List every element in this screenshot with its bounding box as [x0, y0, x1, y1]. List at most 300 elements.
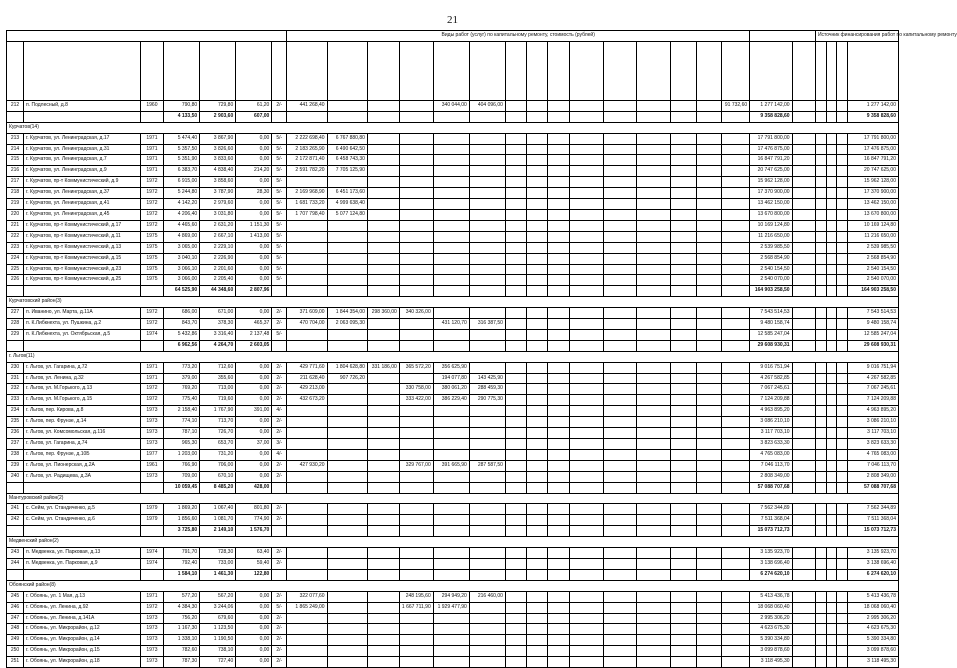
cell-work-12 — [637, 253, 671, 264]
cell-source-3 — [837, 188, 848, 199]
cell-work-2 — [327, 428, 367, 439]
row-source-owner: 3 135 923,70 — [847, 548, 898, 559]
row-year: 1973 — [140, 471, 163, 482]
cell-work-3 — [367, 111, 399, 122]
cell-work-4 — [399, 569, 433, 580]
row-area-nonresidential: 2 807,96 — [236, 286, 272, 297]
cell-work-14 — [696, 428, 721, 439]
row-total-cost: 9 358 828,60 — [750, 111, 792, 122]
cell-work-14 — [696, 504, 721, 515]
cell-work-2 — [327, 515, 367, 526]
cell-work-12 — [637, 111, 671, 122]
cell-source-3 — [837, 133, 848, 144]
cell-work-11 — [603, 384, 637, 395]
table-row — [7, 406, 899, 417]
cell-work-13 — [671, 602, 696, 613]
cell-work-13 — [671, 439, 696, 450]
cell-source-1 — [815, 471, 826, 482]
cell-work-15 — [722, 275, 750, 286]
cell-source-3 — [837, 548, 848, 559]
cell-source-1 — [815, 275, 826, 286]
row-area-residential: 713,00 — [200, 384, 236, 395]
cell-source-3 — [837, 406, 848, 417]
section-title: Курчатов(14) — [7, 122, 899, 133]
row-area-nonresidential: 0,00 — [236, 275, 272, 286]
cell-work-5 — [433, 199, 469, 210]
row-address: г. Курчатов, ул. Ленинградская, д.45 — [23, 209, 140, 220]
cell-work-1 — [287, 417, 327, 428]
row-number: 238 — [7, 449, 24, 460]
cell-work-7 — [505, 613, 526, 624]
cell-work-8 — [527, 264, 548, 275]
cell-work-10 — [569, 319, 603, 330]
cell-source-2 — [826, 144, 837, 155]
cell-work-13 — [671, 428, 696, 439]
cell-work-15 — [722, 635, 750, 646]
cell-work-8 — [527, 558, 548, 569]
cell-work-2 — [327, 329, 367, 340]
cell-work-14 — [696, 133, 721, 144]
row-address: г. Обоянь, ул. Ленина, д.141А — [23, 613, 140, 624]
row-number: 230 — [7, 362, 24, 373]
cell-work-15 — [722, 439, 750, 450]
cell-work-15 — [722, 308, 750, 319]
row-number: 245 — [7, 591, 24, 602]
cell-work-9 — [548, 100, 569, 111]
row-risk: 2/- — [272, 319, 287, 330]
row-number: 236 — [7, 428, 24, 439]
cell-work-13 — [671, 177, 696, 188]
row-area: 787,30 — [164, 657, 200, 668]
row-area-residential: 1 190,50 — [200, 635, 236, 646]
cell-source-2 — [826, 242, 837, 253]
cell-work-2: 6 451 173,60 — [327, 188, 367, 199]
cell-source-3 — [837, 144, 848, 155]
row-risk: 2/- — [272, 428, 287, 439]
cell-work-11 — [603, 569, 637, 580]
row-risk: 5/- — [272, 199, 287, 210]
row-number: 249 — [7, 635, 24, 646]
cell-work-15 — [722, 406, 750, 417]
row-address: г. Льгов, ул. Радищева, д.3А — [23, 471, 140, 482]
cell-work-13 — [671, 482, 696, 493]
cell-work-13 — [671, 384, 696, 395]
cell-source-1 — [815, 384, 826, 395]
row-number: 246 — [7, 602, 24, 613]
row-number: 217 — [7, 177, 24, 188]
cell-work-12 — [637, 362, 671, 373]
cell-work-14 — [696, 286, 721, 297]
cell-work-1 — [287, 548, 327, 559]
cell-work-1: 1 707 798,40 — [287, 209, 327, 220]
row-area-residential: 2 667,10 — [200, 231, 236, 242]
cell-work-1: 2 183 265,90 — [287, 144, 327, 155]
col-header-work-3 — [367, 41, 399, 100]
cell-source-1 — [815, 362, 826, 373]
cell-work-8 — [527, 460, 548, 471]
cell-work-7 — [505, 253, 526, 264]
cell-work-3 — [367, 526, 399, 537]
cell-work-11 — [603, 526, 637, 537]
row-risk: 2/- — [272, 591, 287, 602]
cell-source-2 — [826, 515, 837, 526]
row-area-nonresidential: 0,00 — [236, 177, 272, 188]
cell-source-1 — [815, 100, 826, 111]
cell-work-7 — [505, 591, 526, 602]
cell-source-3 — [837, 471, 848, 482]
cell-work-5 — [433, 144, 469, 155]
cell-work-8 — [527, 439, 548, 450]
row-area: 1 203,00 — [164, 449, 200, 460]
cell-work-2 — [327, 635, 367, 646]
row-area-residential: 671,00 — [200, 308, 236, 319]
cell-work-13 — [671, 264, 696, 275]
row-risk: 2/- — [272, 417, 287, 428]
row-risk — [272, 526, 287, 537]
row-area: 4 206,40 — [164, 209, 200, 220]
row-total-cost: 5 390 334,80 — [750, 635, 792, 646]
row-deadline — [792, 362, 815, 373]
cell-source-3 — [837, 591, 848, 602]
cell-work-12 — [637, 646, 671, 657]
cell-work-6 — [469, 253, 505, 264]
cell-work-7 — [505, 286, 526, 297]
cell-work-1: 2 169 968,90 — [287, 188, 327, 199]
cell-work-2 — [327, 657, 367, 668]
cell-work-3 — [367, 406, 399, 417]
cell-work-6 — [469, 657, 505, 668]
cell-work-4 — [399, 111, 433, 122]
cell-work-10 — [569, 264, 603, 275]
cell-source-3 — [837, 220, 848, 231]
cell-work-2 — [327, 460, 367, 471]
cell-work-11 — [603, 504, 637, 515]
row-area: 787,10 — [164, 428, 200, 439]
row-area-residential: 712,60 — [200, 362, 236, 373]
row-risk: 2/- — [272, 624, 287, 635]
cell-work-7 — [505, 460, 526, 471]
row-risk: 5/- — [272, 144, 287, 155]
cell-source-2 — [826, 548, 837, 559]
cell-work-6 — [469, 231, 505, 242]
table-row — [7, 155, 899, 166]
row-area-nonresidential: 0,00 — [236, 155, 272, 166]
table-row — [7, 395, 899, 406]
col-header-work-1 — [287, 41, 327, 100]
cell-work-2 — [327, 177, 367, 188]
cell-source-3 — [837, 166, 848, 177]
cell-source-1 — [815, 373, 826, 384]
cell-work-14 — [696, 231, 721, 242]
col-header-area-nonres — [236, 41, 272, 100]
row-area: 1 856,60 — [164, 515, 200, 526]
cell-work-9 — [548, 558, 569, 569]
cell-work-3 — [367, 340, 399, 351]
row-risk: 4/- — [272, 449, 287, 460]
table-row — [7, 166, 899, 177]
row-deadline — [792, 558, 815, 569]
row-area: 4 133,50 — [164, 111, 200, 122]
cell-work-13 — [671, 220, 696, 231]
table-row — [7, 362, 899, 373]
cell-work-3 — [367, 155, 399, 166]
cell-work-8 — [527, 275, 548, 286]
cell-work-13 — [671, 395, 696, 406]
cell-work-6 — [469, 635, 505, 646]
cell-work-11 — [603, 395, 637, 406]
row-number: 224 — [7, 253, 24, 264]
cell-work-11 — [603, 264, 637, 275]
cell-source-2 — [826, 286, 837, 297]
row-area: 709,00 — [164, 471, 200, 482]
row-risk: 2/- — [272, 362, 287, 373]
row-area-nonresidential: 28,30 — [236, 188, 272, 199]
table-row — [7, 133, 899, 144]
cell-source-1 — [815, 286, 826, 297]
cell-work-5 — [433, 111, 469, 122]
cell-work-9 — [548, 428, 569, 439]
row-deadline — [792, 657, 815, 668]
cell-work-1: 470 704,00 — [287, 319, 327, 330]
row-total-cost: 16 847 791,20 — [750, 155, 792, 166]
row-total-cost: 2 540 154,50 — [750, 264, 792, 275]
cell-work-2 — [327, 439, 367, 450]
table-body — [7, 100, 899, 667]
row-source-owner: 4 267 582,85 — [847, 373, 898, 384]
row-risk — [272, 286, 287, 297]
row-address — [23, 111, 140, 122]
subtotal-row — [7, 526, 899, 537]
row-number: 219 — [7, 199, 24, 210]
row-deadline — [792, 591, 815, 602]
col-header-risk — [272, 41, 287, 100]
row-area-residential: 1 067,40 — [200, 504, 236, 515]
cell-work-5 — [433, 177, 469, 188]
cell-work-8 — [527, 199, 548, 210]
row-source-owner: 2 539 985,50 — [847, 242, 898, 253]
cell-work-11 — [603, 308, 637, 319]
cell-work-12 — [637, 417, 671, 428]
cell-work-12 — [637, 428, 671, 439]
cell-work-3 — [367, 646, 399, 657]
row-deadline — [792, 111, 815, 122]
row-total-cost: 20 747 625,00 — [750, 166, 792, 177]
cell-work-2 — [327, 242, 367, 253]
cell-work-7 — [505, 177, 526, 188]
cell-work-7 — [505, 569, 526, 580]
row-risk: 5/- — [272, 133, 287, 144]
row-number: 251 — [7, 657, 24, 668]
row-area-nonresidential: 214,20 — [236, 166, 272, 177]
cell-work-8 — [527, 155, 548, 166]
cell-source-3 — [837, 275, 848, 286]
cell-work-5: 194 077,80 — [433, 373, 469, 384]
cell-work-7 — [505, 482, 526, 493]
row-area-nonresidential: 0,00 — [236, 253, 272, 264]
cell-source-3 — [837, 231, 848, 242]
cell-work-8 — [527, 111, 548, 122]
cell-work-7 — [505, 188, 526, 199]
cell-work-10 — [569, 155, 603, 166]
row-address: г. Льгов, ул. Гагарина, д.72 — [23, 362, 140, 373]
cell-work-12 — [637, 319, 671, 330]
row-area: 5 474,40 — [164, 133, 200, 144]
cell-work-4 — [399, 220, 433, 231]
cell-work-6: 290 775,30 — [469, 395, 505, 406]
col-header-area — [164, 41, 200, 100]
cell-work-14 — [696, 209, 721, 220]
cell-work-13 — [671, 591, 696, 602]
row-source-owner: 17 370 900,00 — [847, 188, 898, 199]
cell-work-9 — [548, 613, 569, 624]
cell-source-2 — [826, 231, 837, 242]
cell-work-3 — [367, 133, 399, 144]
cell-work-3 — [367, 460, 399, 471]
cell-work-10 — [569, 133, 603, 144]
row-source-owner: 4 963 895,20 — [847, 406, 898, 417]
cell-source-1 — [815, 482, 826, 493]
cell-work-2 — [327, 526, 367, 537]
cell-source-2 — [826, 264, 837, 275]
col-header-work-10 — [569, 41, 603, 100]
cell-work-13 — [671, 188, 696, 199]
cell-work-7 — [505, 657, 526, 668]
cell-work-9 — [548, 133, 569, 144]
cell-source-1 — [815, 613, 826, 624]
row-year: 1973 — [140, 428, 163, 439]
cell-work-4 — [399, 133, 433, 144]
cell-work-14 — [696, 264, 721, 275]
cell-work-1: 429 771,60 — [287, 362, 327, 373]
row-total-cost: 7 511 368,04 — [750, 515, 792, 526]
cell-work-9 — [548, 406, 569, 417]
cell-work-13 — [671, 460, 696, 471]
cell-source-1 — [815, 144, 826, 155]
row-area: 843,70 — [164, 319, 200, 330]
cell-work-5 — [433, 449, 469, 460]
cell-work-1 — [287, 264, 327, 275]
col-header-src-1 — [815, 41, 826, 100]
cell-work-9 — [548, 657, 569, 668]
cell-work-4 — [399, 144, 433, 155]
cell-work-9 — [548, 373, 569, 384]
cell-work-8 — [527, 209, 548, 220]
cell-work-8 — [527, 569, 548, 580]
table-row — [7, 384, 899, 395]
cell-work-11 — [603, 199, 637, 210]
cell-work-10 — [569, 199, 603, 210]
row-area: 1 167,30 — [164, 624, 200, 635]
cell-work-9 — [548, 395, 569, 406]
row-area: 64 525,90 — [164, 286, 200, 297]
cell-work-14 — [696, 144, 721, 155]
row-year: 1973 — [140, 646, 163, 657]
row-total-cost: 29 608 930,31 — [750, 340, 792, 351]
row-deadline — [792, 286, 815, 297]
subtotal-row — [7, 111, 899, 122]
cell-work-6 — [469, 526, 505, 537]
cell-work-14 — [696, 406, 721, 417]
cell-work-14 — [696, 482, 721, 493]
row-year: 1974 — [140, 329, 163, 340]
cell-work-4 — [399, 558, 433, 569]
cell-work-5: 380 061,20 — [433, 384, 469, 395]
header-blank-2 — [750, 31, 816, 42]
cell-work-14 — [696, 526, 721, 537]
col-header-deadline — [792, 41, 815, 100]
cell-source-1 — [815, 558, 826, 569]
cell-work-13 — [671, 133, 696, 144]
table-row — [7, 220, 899, 231]
cell-source-3 — [837, 428, 848, 439]
cell-work-6 — [469, 264, 505, 275]
row-total-cost: 18 068 060,40 — [750, 602, 792, 613]
cell-work-5: 1 929 477,90 — [433, 602, 469, 613]
cell-work-5 — [433, 417, 469, 428]
cell-source-2 — [826, 329, 837, 340]
table-row — [7, 471, 899, 482]
cell-work-6 — [469, 417, 505, 428]
cell-work-2 — [327, 417, 367, 428]
row-year: 1971 — [140, 155, 163, 166]
cell-work-8 — [527, 613, 548, 624]
cell-work-9 — [548, 569, 569, 580]
cell-work-1: 2 222 698,40 — [287, 133, 327, 144]
cell-source-1 — [815, 133, 826, 144]
row-area-residential: 1 461,30 — [200, 569, 236, 580]
cell-work-11 — [603, 613, 637, 624]
row-total-cost: 15 073 712,73 — [750, 526, 792, 537]
cell-work-6: 216 460,00 — [469, 591, 505, 602]
row-number: 228 — [7, 319, 24, 330]
cell-work-5 — [433, 231, 469, 242]
row-deadline — [792, 515, 815, 526]
cell-work-15 — [722, 264, 750, 275]
cell-source-1 — [815, 657, 826, 668]
cell-work-5 — [433, 558, 469, 569]
col-header-address — [23, 41, 140, 100]
cell-source-1 — [815, 417, 826, 428]
cell-source-2 — [826, 373, 837, 384]
section-row — [7, 537, 899, 548]
cell-work-10 — [569, 188, 603, 199]
cell-work-2: 1 844 354,00 — [327, 308, 367, 319]
row-total-cost: 10 169 124,80 — [750, 220, 792, 231]
row-total-cost: 3 138 696,40 — [750, 558, 792, 569]
row-area-nonresidential: 774,90 — [236, 515, 272, 526]
cell-work-12 — [637, 406, 671, 417]
cell-work-4 — [399, 635, 433, 646]
table-row — [7, 199, 899, 210]
cell-work-3 — [367, 286, 399, 297]
cell-work-8 — [527, 395, 548, 406]
cell-work-4: 248 195,60 — [399, 591, 433, 602]
cell-work-5 — [433, 471, 469, 482]
cell-source-1 — [815, 591, 826, 602]
cell-work-10 — [569, 526, 603, 537]
col-header-work-5 — [433, 41, 469, 100]
cell-work-14 — [696, 439, 721, 450]
cell-source-2 — [826, 362, 837, 373]
subtotal-row — [7, 340, 899, 351]
row-address: г. Обоянь, ул. Ленина, д.92 — [23, 602, 140, 613]
cell-work-2 — [327, 220, 367, 231]
row-risk — [272, 569, 287, 580]
row-risk: 5/- — [272, 209, 287, 220]
row-total-cost: 4 765 083,00 — [750, 449, 792, 460]
cell-work-8 — [527, 482, 548, 493]
row-area: 3 066,10 — [164, 264, 200, 275]
